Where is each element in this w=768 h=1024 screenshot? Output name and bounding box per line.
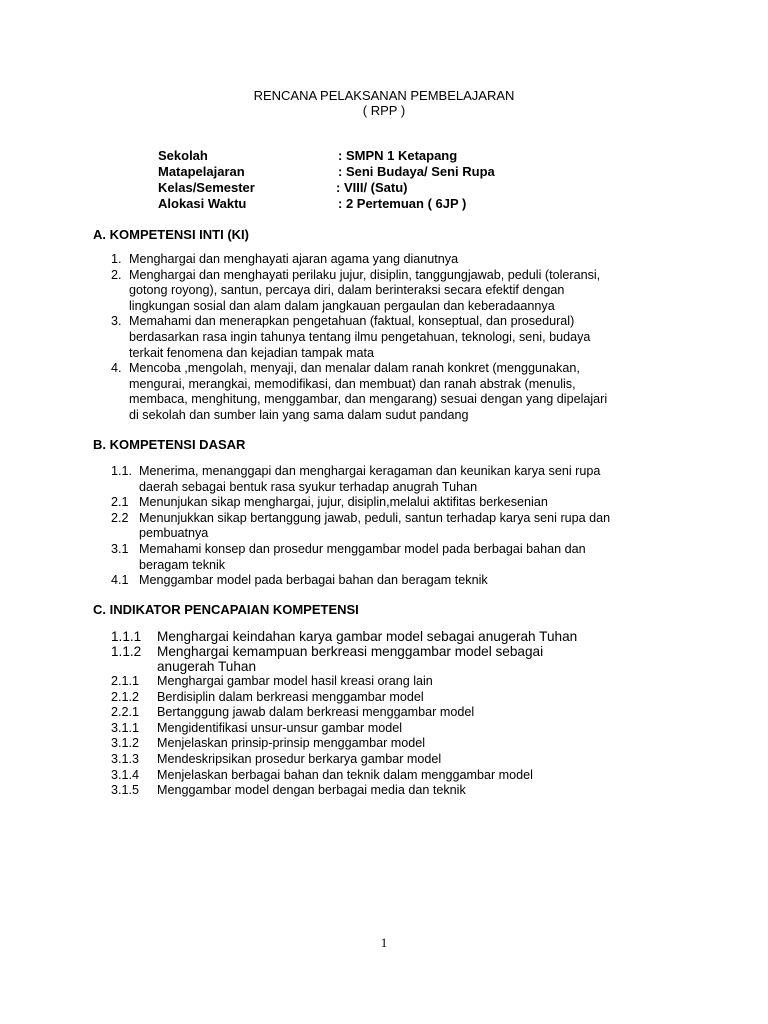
kd-item-text-line: Menunjukan sikap menghargai, jujur, disiplin,melalui aktifitas berkesenian xyxy=(139,495,548,510)
page-number: 1 xyxy=(380,935,388,950)
ipk-item xyxy=(111,736,711,752)
ki-item-text-line: lingkungan sosial dan alam dalam jangkauan pergaulan dan keberadaannya xyxy=(129,298,555,313)
kd-item-number: 1.1. xyxy=(111,464,133,478)
kd-item-text-line: Menggambar model pada berbagai bahan dan beragam teknik xyxy=(139,573,488,588)
ki-item-text-line: Menghargai dan menghayati ajaran agama yang dianutnya xyxy=(129,252,459,266)
ipk-item xyxy=(111,644,711,674)
info-value: : SMPN 1 Ketapang xyxy=(338,148,458,163)
ipk-item-text-line: Menggambar model dengan berbagai media dan teknik xyxy=(157,783,466,798)
section-heading-kd: B. KOMPETENSI DASAR xyxy=(93,437,246,452)
info-value: : 2 Pertemuan ( 6JP ) xyxy=(338,196,467,211)
kd-item xyxy=(111,511,691,542)
ipk-item-text-line: Mendeskripsikan prosedur berkarya gambar model xyxy=(157,751,442,766)
ki-item xyxy=(111,252,691,268)
ipk-item xyxy=(111,752,711,768)
ipk-item xyxy=(111,705,711,721)
ipk-item-number: 1.1.1 xyxy=(111,629,142,644)
ki-item-text-line: terkait fenomena dan kejadian tampak mata xyxy=(129,345,375,360)
ipk-item-text-line: Menghargai gambar model hasil kreasi orang lain xyxy=(157,674,433,688)
ki-item-text-line: di sekolah dan sumber lain yang sama dalam sudut pandang xyxy=(129,407,469,422)
ipk-item-number: 3.1.5 xyxy=(111,783,140,798)
info-value: : VIII/ (Satu) xyxy=(336,180,408,195)
ki-item-number: 4. xyxy=(111,361,122,376)
section-heading-ipk: C. INDIKATOR PENCAPAIAN KOMPETENSI xyxy=(93,602,359,617)
section-heading-ki: A. KOMPETENSI INTI (KI) xyxy=(93,227,249,242)
ipk-list xyxy=(111,629,711,799)
ki-item xyxy=(111,314,691,361)
ki-item-text-line: berdasarkan rasa ingin tahunya tentang ilmu pengetahuan, teknologi, seni, budaya xyxy=(129,329,591,344)
ipk-item-text-line: Mengidentifikasi unsur-unsur gambar model xyxy=(157,720,403,735)
kd-item-number: 2.2 xyxy=(111,510,129,525)
ipk-item-number: 2.2.1 xyxy=(111,705,140,720)
ipk-item-text-line: anugerah Tuhan xyxy=(157,659,257,674)
ipk-item-text-line: Berdisiplin dalam berkreasi menggambar model xyxy=(157,689,424,704)
info-label: Kelas/Semester xyxy=(158,180,255,195)
ipk-item-number: 2.1.1 xyxy=(111,674,140,688)
info-value: : Seni Budaya/ Seni Rupa xyxy=(338,164,495,179)
ki-item-text-line: gotong royong), santun, percaya diri, dalam berinteraksi secara efektif dengan xyxy=(129,283,565,298)
ipk-item-number: 2.1.2 xyxy=(111,689,140,704)
kd-item-text-line: beragam teknik xyxy=(139,557,226,572)
ipk-item-number: 3.1.3 xyxy=(111,751,140,766)
ipk-item-number: 3.1.2 xyxy=(111,736,140,751)
kd-item-number: 3.1 xyxy=(111,541,129,556)
ki-item xyxy=(111,268,691,315)
kd-item-number: 4.1 xyxy=(111,573,129,588)
ipk-item-number: 1.1.2 xyxy=(111,644,142,659)
kd-item xyxy=(111,542,691,573)
kd-item xyxy=(111,464,691,495)
ipk-item xyxy=(111,674,711,690)
ipk-item-text-line: Menghargai keindahan karya gambar model sebagai anugerah Tuhan xyxy=(157,629,578,644)
ipk-item-text-line: Bertanggung jawab dalam berkreasi menggambar model xyxy=(157,705,475,720)
ipk-item xyxy=(111,768,711,784)
ki-item-text-line: Menghargai dan menghayati perilaku jujur, disiplin, tanggungjawab, peduli (toleransi, xyxy=(129,267,601,282)
kd-item-number: 2.1 xyxy=(111,495,129,510)
ipk-item-text-line: Menjelaskan berbagai bahan dan teknik dalam menggambar model xyxy=(157,767,533,782)
ipk-item xyxy=(111,783,711,799)
kd-item xyxy=(111,573,691,589)
ki-item-number: 3. xyxy=(111,314,122,329)
kd-item-text-line: Menunjukkan sikap bertanggung jawab, peduli, santun terhadap karya seni rupa dan xyxy=(139,510,611,525)
document-subtitle: ( RPP ) xyxy=(362,103,406,118)
kd-item-text-line: daerah sebagai bentuk rasa syukur terhadap anugrah Tuhan xyxy=(139,479,478,494)
ipk-item-number: 3.1.4 xyxy=(111,767,140,782)
ipk-item-text-line: Menghargai kemampuan berkreasi menggambar model sebagai xyxy=(157,644,544,659)
kd-list xyxy=(111,464,691,589)
ki-item-text-line: Memahami dan menerapkan pengetahuan (faktual, konseptual, dan prosedural) xyxy=(129,314,575,329)
ki-item xyxy=(111,361,691,423)
info-label: Sekolah xyxy=(158,148,208,163)
info-label: Matapelajaran xyxy=(158,164,245,179)
ipk-item xyxy=(111,690,711,706)
ipk-item xyxy=(111,629,711,644)
ki-item-text-line: membaca, menghitung, menggambar, dan mengarang) sesuai dengan yang dipelajari xyxy=(129,392,608,407)
info-label: Alokasi Waktu xyxy=(158,196,247,211)
document-title: RENCANA PELAKSANAN PEMBELAJARAN xyxy=(253,88,515,103)
ipk-item-number: 3.1.1 xyxy=(111,720,140,735)
kd-item xyxy=(111,495,691,511)
ipk-item-text-line: Menjelaskan prinsip-prinsip menggambar model xyxy=(157,736,426,751)
ki-item-text-line: Mencoba ,mengolah, menyaji, dan menalar dalam ranah konkret (menggunakan, xyxy=(129,361,580,376)
ki-item-number: 1. xyxy=(111,252,122,266)
kd-item-text-line: Menerima, menanggapi dan menghargai keragaman dan keunikan karya seni rupa xyxy=(139,464,601,478)
kd-item-text-line: Memahami konsep dan prosedur menggambar model pada berbagai bahan dan xyxy=(139,541,586,556)
kd-item-text-line: pembuatnya xyxy=(139,526,209,541)
ki-item-text-line: mengurai, merangkai, memodifikasi, dan membuat) dan ranah abstrak (menulis, xyxy=(129,376,576,391)
ki-list xyxy=(111,252,691,424)
ki-item-number: 2. xyxy=(111,267,122,282)
ipk-item xyxy=(111,721,711,737)
